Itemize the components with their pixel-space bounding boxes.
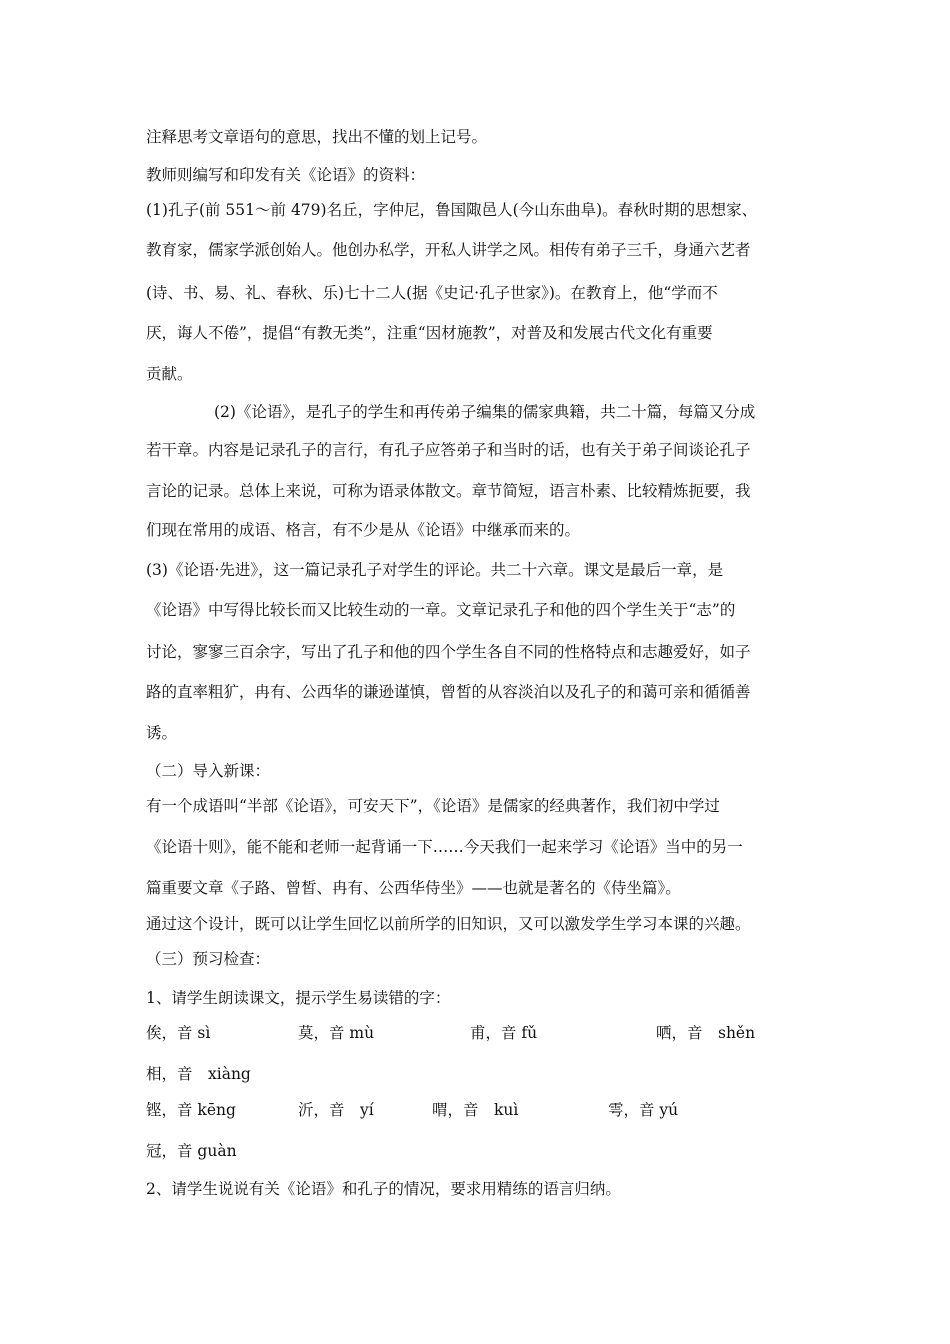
text-line: 教育家，儒家学派创始人。他创办私学，开私人讲学之风。相传有弟子三千，身通六艺者 — [146, 241, 751, 259]
text-line: 厌，诲人不倦”，提倡“有教无类”，注重“因材施教”，对普及和发展古代文化有重要 — [146, 324, 713, 342]
pronunciation-item: 相，音 xiàng — [146, 1065, 251, 1083]
text-line: 们现在常用的成语、格言，有不少是从《论语》中继承而来的。 — [146, 521, 581, 539]
text-line: 贡献。 — [146, 365, 193, 383]
section-heading: （三）预习检查： — [146, 950, 271, 968]
text-line: 注释思考文章语句的意思，找出不懂的划上记号。 — [146, 128, 488, 146]
pronunciation-item: 莫，音 mù — [298, 1024, 375, 1042]
pronunciation-item: 俟，音 sì — [146, 1024, 211, 1042]
text-line: 通过这个设计，既可以让学生回忆以前所学的旧知识，又可以激发学生学习本课的兴趣。 — [146, 915, 751, 933]
text-line: (2)《论语》，是孔子的学生和再传弟子编集的儒家典籍，共二十篇，每篇又分成 — [214, 403, 756, 421]
pronunciation-item: 喟，音 kuì — [432, 1101, 519, 1119]
pronunciation-item: 冠，音 guàn — [146, 1142, 237, 1160]
text-line: 《论语》中写得比较长而又比较生动的一章。文章记录孔子和他的四个学生关于“志”的 — [146, 601, 736, 619]
pronunciation-item: 雩，音 yú — [608, 1101, 679, 1119]
pronunciation-item: 甫，音 fǔ — [470, 1024, 538, 1042]
text-line: (3)《论语·先进》，这一篇记录孔子对学生的评论。共二十六章。课文是最后一章，是 — [146, 561, 724, 579]
pronunciation-item: 铿，音 kēng — [146, 1101, 236, 1119]
text-line: (1)孔子(前 551～前 479)名丘，字仲尼，鲁国陬邑人(今山东曲阜)。春秋时期的思想家、 — [146, 201, 758, 219]
pronunciation-item: 沂，音 yí — [298, 1101, 374, 1119]
text-line: 篇重要文章《子路、曾皙、冉有、公西华侍坐》——也就是著名的《侍坐篇》。 — [146, 879, 681, 897]
pronunciation-item: 哂，音 shěn — [656, 1024, 756, 1042]
text-line: 若干章。内容是记录孔子的言行，有孔子应答弟子和当时的话，也有关于弟子间谈论孔子 — [146, 441, 751, 459]
text-line: 1、请学生朗读课文，提示学生易读错的字： — [146, 989, 451, 1007]
text-line: 诱。 — [146, 724, 178, 742]
text-line: 有一个成语叫“半部《论语》，可安天下”，《论语》是儒家的经典著作，我们初中学过 — [146, 797, 720, 815]
text-line: 言论的记录。总体上来说，可称为语录体散文。章节简短，语言朴素、比较精炼扼要，我 — [146, 482, 751, 500]
text-line: 2、请学生说说有关《论语》和孔子的情况，要求用精练的语言归纳。 — [146, 1180, 621, 1198]
text-line: 教师则编写和印发有关《论语》的资料： — [146, 166, 426, 184]
section-heading: （二）导入新课： — [146, 762, 271, 780]
text-line: 《论语十则》，能不能和老师一起背诵一下……今天我们一起来学习《论语》当中的另一 — [146, 838, 743, 856]
text-line: 路的直率粗犷，冉有、公西华的谦逊谨慎，曾皙的从容淡泊以及孔子的和蔼可亲和循循善 — [146, 683, 751, 701]
text-line: 讨论，寥寥三百余字，写出了孔子和他的四个学生各自不同的性格特点和志趣爱好，如子 — [146, 643, 751, 661]
text-line: (诗、书、易、礼、春秋、乐)七十二人(据《史记·孔子世家》)。在教育上，他“学而不 — [146, 284, 718, 302]
